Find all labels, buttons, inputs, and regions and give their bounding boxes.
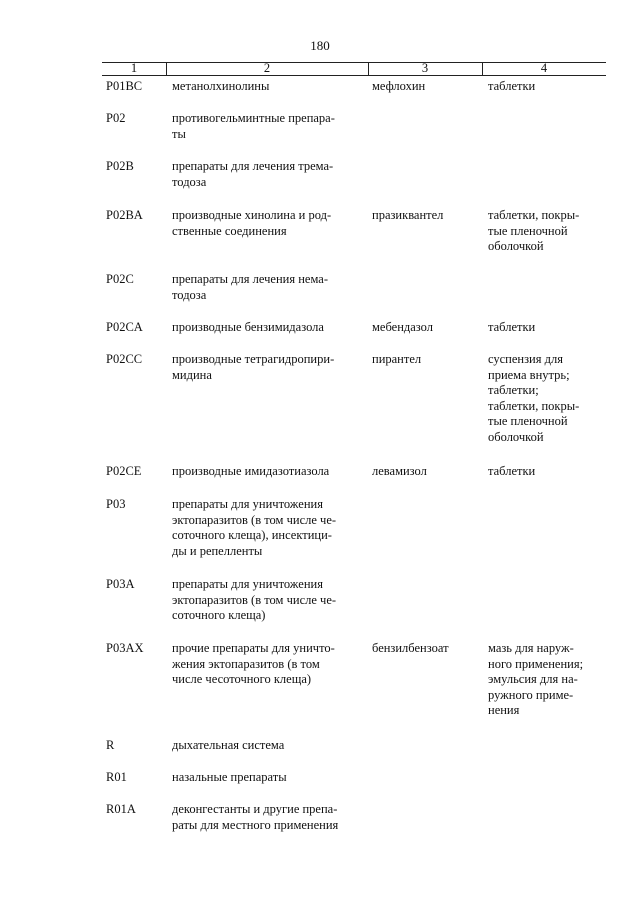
group-name: производные хинолина и род- ственные соединения	[172, 208, 332, 238]
header-bottom-rule	[102, 75, 606, 76]
group-name: производные тетрагидропири- мидина	[172, 352, 335, 382]
atc-code: P02C	[106, 272, 134, 286]
atc-code: P02	[106, 111, 126, 125]
atc-code: P02CC	[106, 352, 143, 366]
group-name: препараты для уничтожения эктопаразитов (в том числе че- соточного клеща), инсектици- ды и репелленты	[172, 497, 337, 558]
dosage-form: таблетки	[488, 320, 536, 334]
drug-name: мебендазол	[372, 320, 433, 334]
group-name: метанолхинолины	[172, 79, 270, 93]
dosage-form: таблетки	[488, 79, 536, 93]
group-name: препараты для лечения нема- тодоза	[172, 272, 328, 302]
atc-code: P03A	[106, 577, 135, 591]
drug-name: бензилбензоат	[372, 641, 449, 655]
atc-code: P02CE	[106, 464, 142, 478]
atc-code: R01A	[106, 802, 136, 816]
dosage-form: мазь для наруж- ного применения; эмульсия для на- ружного приме- нения	[488, 641, 584, 717]
dosage-form: таблетки, покры- тые пленочной оболочкой	[488, 208, 580, 253]
column-header-3: 3	[421, 61, 429, 75]
column-header-4: 4	[540, 61, 548, 75]
group-name: дыхательная система	[172, 738, 285, 752]
drug-name: левамизол	[372, 464, 427, 478]
group-name: препараты для лечения трема- тодоза	[172, 159, 334, 189]
column-header-2: 2	[263, 61, 271, 75]
drug-name: празиквантел	[372, 208, 444, 222]
drug-name: пирантел	[372, 352, 422, 366]
group-name: производные имидазотиазола	[172, 464, 330, 478]
atc-code: R	[106, 738, 115, 752]
group-name: прочие препараты для уничто- жения эктопаразитов (в том числе чесоточного клеща)	[172, 641, 335, 686]
group-name: производные бензимидазола	[172, 320, 324, 334]
atc-code: P02CA	[106, 320, 143, 334]
group-name: назальные препараты	[172, 770, 287, 784]
atc-code: R01	[106, 770, 127, 784]
atc-code: P01BC	[106, 79, 143, 93]
page-number: 180	[310, 38, 330, 53]
group-name: противогельминтные препара- ты	[172, 111, 335, 141]
dosage-form: суспензия для приема внутрь; таблетки; таблетки, покры- тые пленочной оболочкой	[488, 352, 580, 444]
group-name: препараты для уничтожения эктопаразитов (в том числе че- соточного клеща)	[172, 577, 337, 622]
column-header-1: 1	[130, 61, 138, 75]
dosage-form: таблетки	[488, 464, 536, 478]
atc-code: P02B	[106, 159, 134, 173]
atc-code: P02BA	[106, 208, 143, 222]
drug-name: мефлохин	[372, 79, 426, 93]
group-name: деконгестанты и другие препа- раты для местного применения	[172, 802, 339, 832]
atc-code: P03	[106, 497, 126, 511]
atc-code: P03AX	[106, 641, 144, 655]
